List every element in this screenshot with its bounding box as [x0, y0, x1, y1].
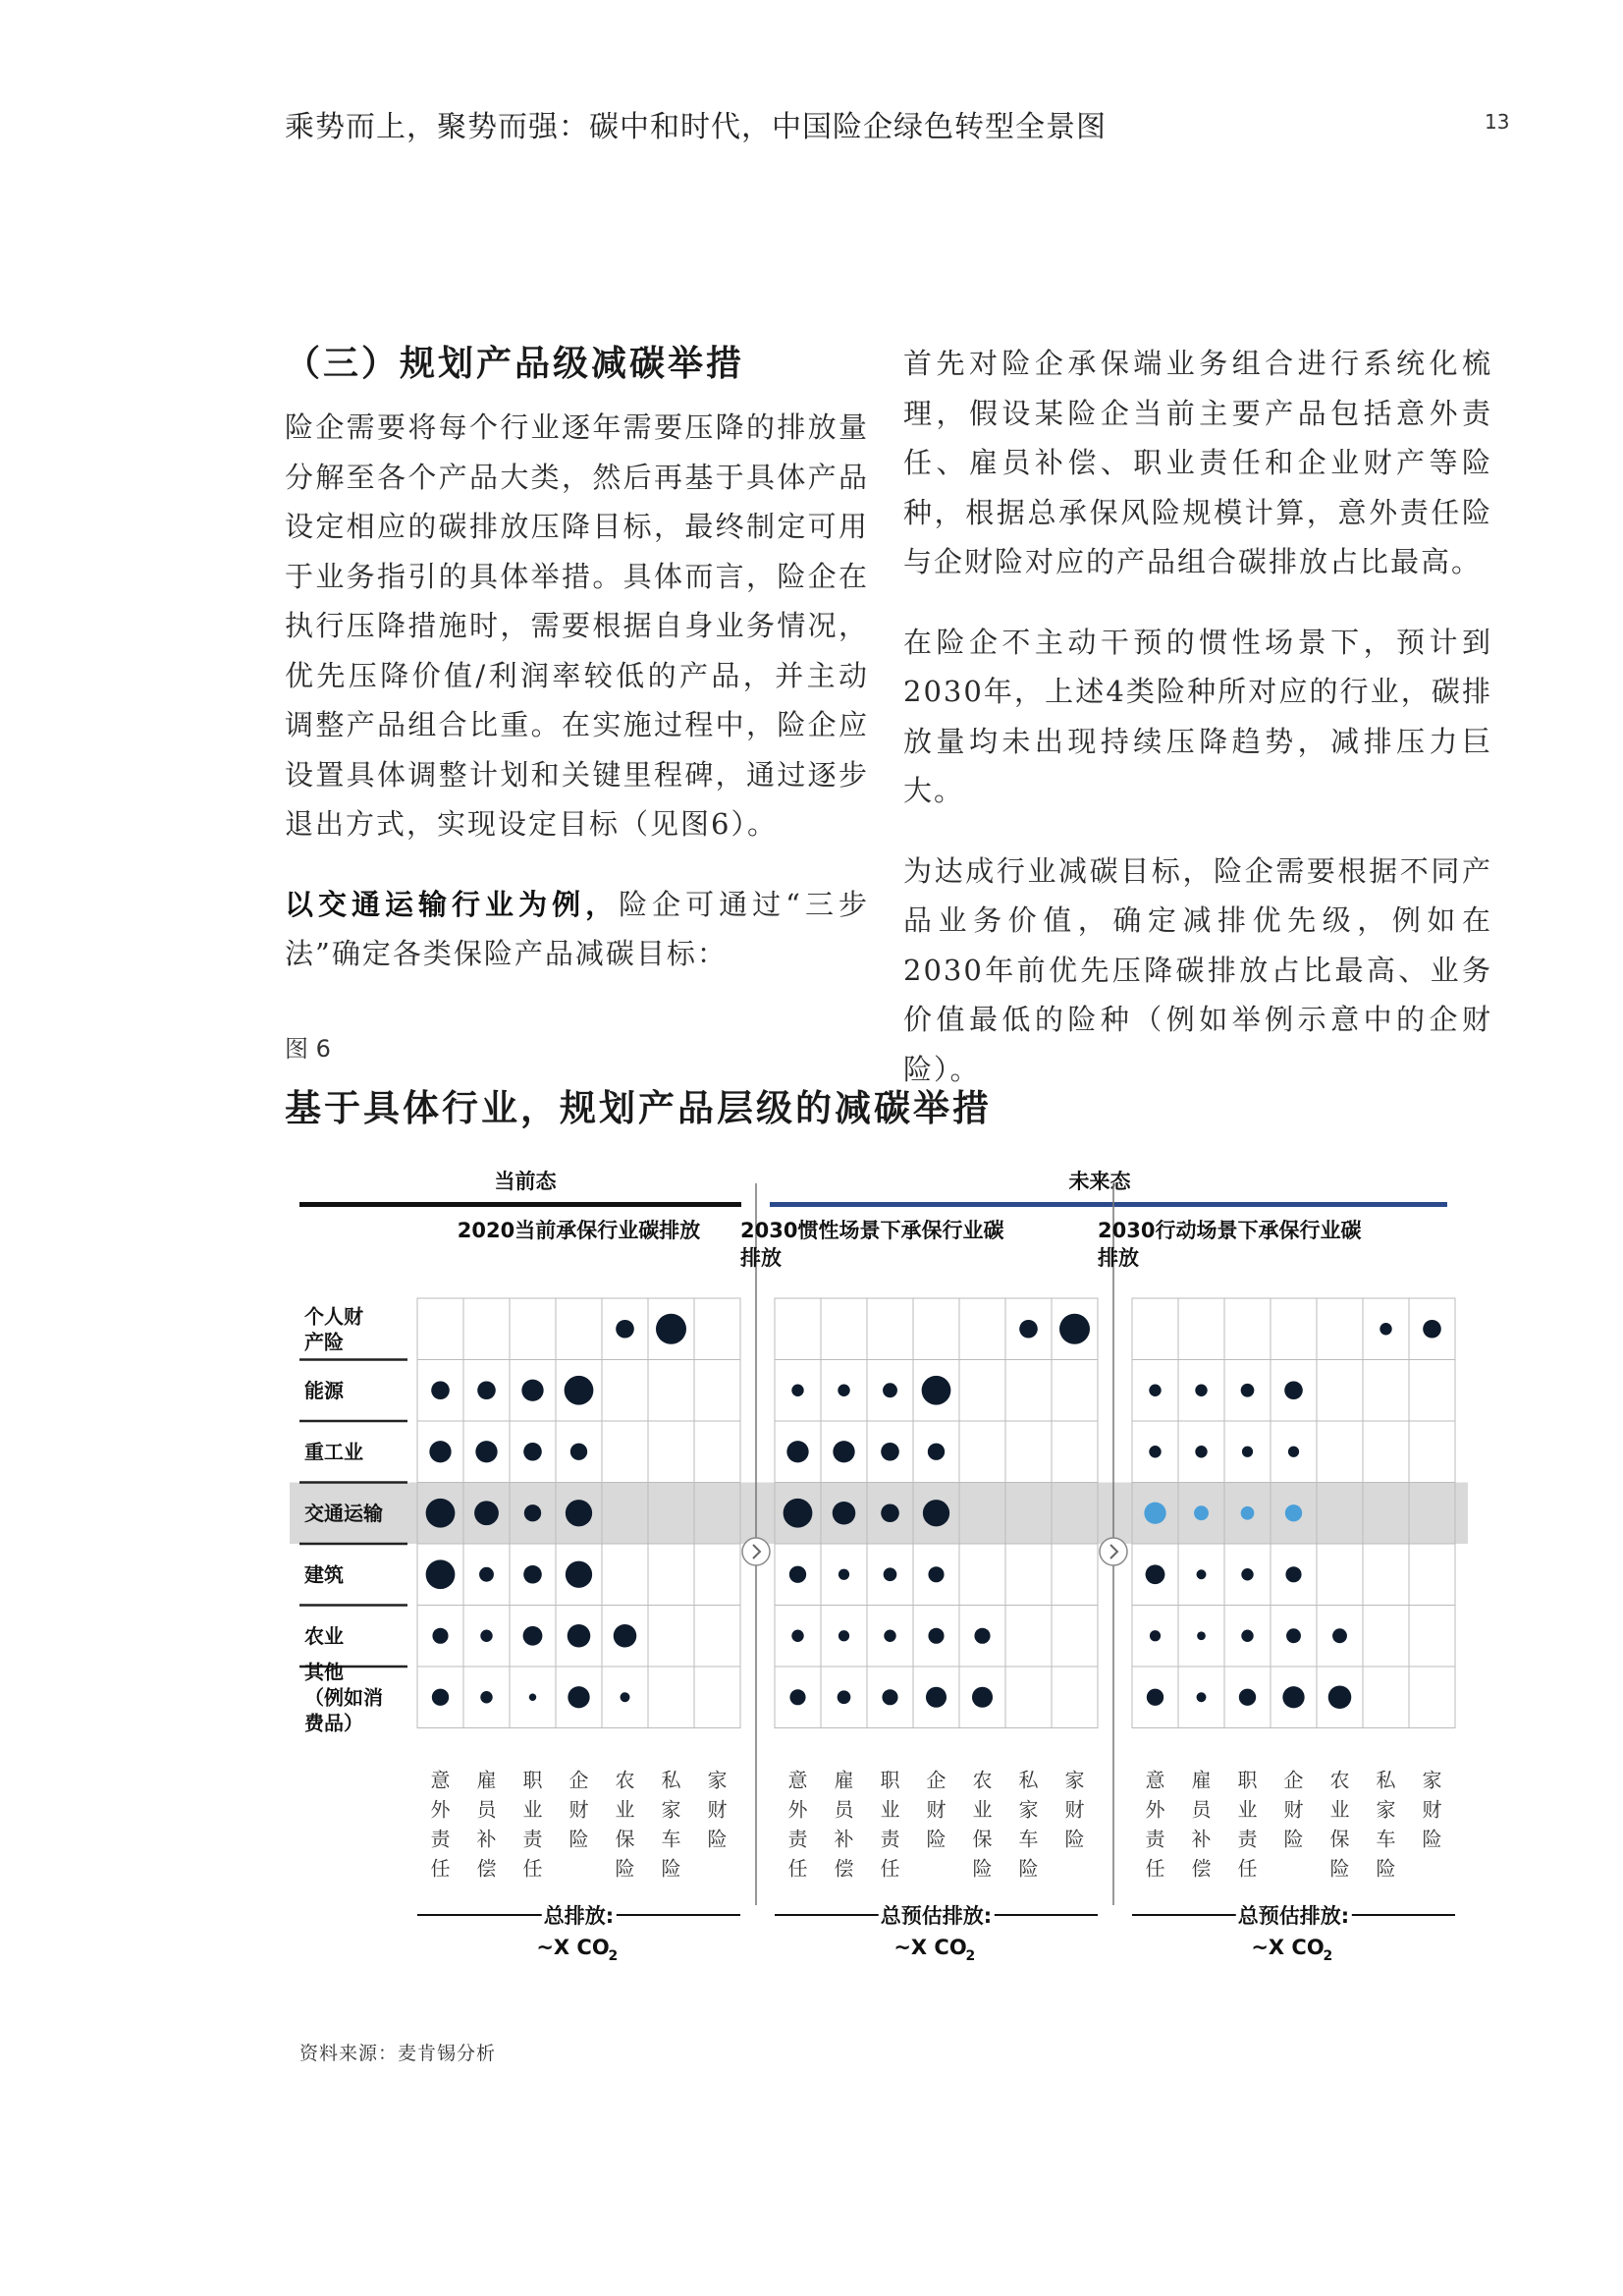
- data-bubble: [1282, 1686, 1304, 1708]
- data-bubble: [833, 1441, 854, 1462]
- data-bubble: [833, 1502, 856, 1525]
- column-label-char: 任: [880, 1856, 900, 1881]
- column-label-char: 员: [834, 1797, 854, 1822]
- column-label-char: 职: [522, 1768, 543, 1792]
- data-bubble: [1284, 1381, 1303, 1399]
- data-bubble: [426, 1499, 456, 1528]
- row-label: 其他: [304, 1660, 344, 1684]
- right-paragraph-1: 首先对险企承保端业务组合进行系统化梳理，假设某险企当前主要产品包括意外责任、雇员补偿、职业责任和企业财产等险种，根据总承保风险规模计算，意外责任险与企财险对应的产品组合碳排放占比最高。: [903, 347, 1492, 578]
- column-label-char: 财: [1422, 1797, 1442, 1822]
- data-bubble: [1288, 1447, 1299, 1457]
- data-bubble: [1194, 1505, 1209, 1520]
- column-label-char: 偿: [476, 1856, 497, 1881]
- column-label-char: 业: [1237, 1797, 1258, 1822]
- data-bubble: [928, 1566, 944, 1582]
- data-bubble: [838, 1385, 849, 1396]
- column-label-char: 车: [1018, 1827, 1039, 1851]
- column-label-char: 任: [1145, 1856, 1165, 1881]
- column-label-char: 业: [1329, 1797, 1350, 1822]
- data-bubble: [1239, 1689, 1256, 1706]
- data-bubble: [474, 1501, 499, 1525]
- data-bubble: [521, 1380, 543, 1401]
- column-label-char: 业: [880, 1797, 900, 1822]
- data-bubble: [568, 1686, 589, 1708]
- column-label-char: 险: [926, 1827, 947, 1851]
- column-label-char: 责: [522, 1827, 543, 1851]
- matrix-chart: [0, 1159, 1623, 2043]
- data-bubble: [1195, 1385, 1207, 1396]
- column-label-char: 任: [522, 1856, 543, 1881]
- data-bubble: [839, 1630, 849, 1641]
- data-bubble: [475, 1441, 497, 1462]
- data-bubble: [928, 1444, 945, 1460]
- data-bubble: [426, 1559, 456, 1589]
- column-label-char: 险: [1422, 1827, 1442, 1851]
- data-bubble: [923, 1500, 949, 1526]
- column-label-char: 意: [1145, 1768, 1165, 1792]
- data-bubble: [1380, 1323, 1391, 1335]
- total-label: 总排放:: [543, 1904, 615, 1928]
- left-paragraph-1: 险企需要将每个行业逐年需要压降的排放量分解至各个产品大类，然后再基于具体产品设定相应的碳排放压降目标，最终制定可用于业务指引的具体举措。具体而言，险企在执行压降措施时，需要根据自身业务情况，优先压降价值/利润率较低的产品，并主动调整产品组合比重。在实施过程中，险企应设置具体调整计划和关键里程碑，通过逐步退出方式，实现设定目标（见图6）。: [285, 410, 869, 841]
- total-subscript: 2: [965, 1948, 976, 1964]
- data-bubble: [1241, 1568, 1253, 1580]
- column-label-char: 家: [707, 1768, 728, 1792]
- data-bubble: [523, 1626, 543, 1646]
- data-bubble: [565, 1376, 594, 1405]
- data-bubble: [1195, 1446, 1207, 1457]
- column-label-char: 业: [522, 1797, 543, 1822]
- row-label: 农业: [304, 1623, 344, 1648]
- state-rule-future: [770, 1202, 1447, 1207]
- data-bubble: [1149, 1385, 1161, 1396]
- data-bubble: [566, 1561, 592, 1588]
- data-bubble: [1286, 1628, 1301, 1643]
- data-bubble: [974, 1628, 990, 1644]
- column-label-char: 雇: [834, 1768, 854, 1792]
- data-bubble: [480, 1691, 492, 1703]
- column-label-char: 意: [787, 1768, 808, 1792]
- state-rule-current: [299, 1202, 741, 1207]
- column-label-char: 险: [972, 1856, 993, 1881]
- data-bubble: [791, 1630, 803, 1642]
- data-bubble: [789, 1689, 805, 1705]
- data-bubble: [1285, 1504, 1302, 1521]
- column-label-char: 责: [430, 1827, 451, 1851]
- left-column: [285, 334, 869, 1010]
- column-label-char: 财: [1283, 1797, 1304, 1822]
- row-label: 交通运输: [304, 1501, 383, 1525]
- row-label: 产险: [304, 1330, 344, 1354]
- column-label-char: 业: [615, 1797, 635, 1822]
- row-label: 费品）: [304, 1711, 363, 1735]
- data-bubble: [524, 1504, 541, 1521]
- total-subscript: 2: [608, 1948, 619, 1964]
- data-bubble: [1241, 1506, 1255, 1520]
- data-bubble: [429, 1441, 451, 1462]
- figure-title: 基于具体行业，规划产品层级的减碳举措: [285, 1086, 992, 1129]
- data-bubble: [1146, 1564, 1165, 1584]
- column-label-char: 财: [1064, 1797, 1085, 1822]
- column-label-char: 财: [707, 1797, 728, 1822]
- data-bubble: [479, 1567, 494, 1582]
- data-bubble: [523, 1565, 542, 1584]
- data-bubble: [883, 1383, 897, 1397]
- data-bubble: [1332, 1628, 1347, 1643]
- data-bubble: [839, 1569, 849, 1580]
- column-label-char: 家: [1064, 1768, 1085, 1792]
- column-label-char: 私: [1018, 1768, 1039, 1792]
- running-header: 乘势而上，聚势而强：碳中和时代，中国险企绿色转型全景图: [285, 110, 1107, 144]
- figure-label: 图 6: [285, 1035, 331, 1063]
- row-label: 重工业: [304, 1440, 363, 1464]
- total-value: ~X CO: [1251, 1936, 1325, 1959]
- column-label-char: 财: [568, 1797, 589, 1822]
- column-label-char: 农: [615, 1768, 635, 1792]
- data-bubble: [838, 1690, 851, 1704]
- column-label-char: 保: [615, 1827, 635, 1851]
- data-bubble: [1328, 1685, 1352, 1709]
- column-label-char: 责: [880, 1827, 900, 1851]
- data-bubble: [568, 1624, 591, 1648]
- right-paragraph-2: 在险企不主动干预的惯性场景下，预计到2030年，上述4类险种所对应的行业，碳排放量均未出现持续压降趋势，减排压力巨大。: [903, 625, 1492, 807]
- column-label-char: 职: [880, 1768, 900, 1792]
- column-label-char: 员: [476, 1797, 497, 1822]
- column-label-char: 险: [568, 1827, 589, 1851]
- column-label-char: 险: [1376, 1856, 1396, 1881]
- column-label-char: 任: [1237, 1856, 1258, 1881]
- column-label-char: 补: [476, 1827, 497, 1851]
- data-bubble: [1423, 1320, 1441, 1339]
- row-label: （例如消: [304, 1685, 383, 1710]
- column-label-char: 农: [972, 1768, 993, 1792]
- column-label-char: 补: [1191, 1827, 1212, 1851]
- column-label-char: 险: [1018, 1856, 1039, 1881]
- column-label-char: 家: [1376, 1797, 1396, 1822]
- page-number: 13: [1485, 110, 1510, 134]
- panel-title: 2030行动场景下承保行业碳: [1098, 1219, 1362, 1242]
- data-bubble: [786, 1441, 808, 1462]
- column-label-char: 险: [661, 1856, 681, 1881]
- column-label-char: 私: [1376, 1768, 1396, 1792]
- data-bubble: [570, 1444, 587, 1460]
- data-bubble: [882, 1689, 897, 1705]
- column-label-char: 家: [1422, 1768, 1442, 1792]
- column-label-char: 责: [787, 1827, 808, 1851]
- column-label-char: 险: [1329, 1856, 1350, 1881]
- data-bubble: [431, 1381, 450, 1399]
- data-bubble: [566, 1500, 592, 1526]
- column-label-char: 外: [430, 1797, 451, 1822]
- data-bubble: [1059, 1314, 1090, 1344]
- row-label: 建筑: [304, 1562, 344, 1587]
- left-paragraph-2: [285, 880, 869, 979]
- section-heading: （三）规划产品级减碳举措: [285, 343, 745, 384]
- column-label-char: 补: [834, 1827, 854, 1851]
- data-bubble: [1147, 1689, 1163, 1706]
- data-bubble: [480, 1630, 492, 1642]
- data-bubble: [529, 1694, 536, 1701]
- column-label-char: 业: [972, 1797, 993, 1822]
- column-label-char: 私: [661, 1768, 681, 1792]
- data-bubble: [1019, 1320, 1038, 1339]
- total-label: 总预估排放:: [1237, 1904, 1350, 1928]
- data-bubble: [616, 1320, 634, 1339]
- column-label-char: 任: [430, 1856, 451, 1881]
- bold-lead: 以交通运输行业为例，: [285, 887, 620, 921]
- column-label-char: 偿: [834, 1856, 854, 1881]
- data-bubble: [432, 1689, 449, 1706]
- panel-title: 2020当前承保行业碳排放: [457, 1219, 701, 1242]
- data-bubble: [614, 1624, 637, 1648]
- column-label-char: 外: [787, 1797, 808, 1822]
- column-label-char: 雇: [1191, 1768, 1212, 1792]
- total-value: ~X CO: [536, 1936, 610, 1959]
- column-label-char: 险: [707, 1827, 728, 1851]
- data-bubble: [621, 1692, 630, 1702]
- column-label-char: 险: [1064, 1827, 1085, 1851]
- data-bubble: [1149, 1446, 1161, 1457]
- data-bubble: [881, 1443, 899, 1461]
- column-label-char: 车: [661, 1827, 681, 1851]
- column-label-char: 偿: [1191, 1856, 1212, 1881]
- column-label-char: 意: [430, 1768, 451, 1792]
- right-paragraph-3: 为达成行业减碳目标，险企需要根据不同产品业务价值，确定减排优先级，例如在2030年前优先压降碳排放占比最高、业务价值最低的险种（例如举例示意中的企财险）。: [903, 853, 1492, 1086]
- column-label-char: 责: [1237, 1827, 1258, 1851]
- data-bubble: [1197, 1569, 1207, 1579]
- total-label: 总预估排放:: [880, 1904, 993, 1928]
- panel-title: 2030惯性场景下承保行业碳: [740, 1219, 1004, 1242]
- right-column: [903, 339, 1492, 1124]
- row-label: 能源: [304, 1378, 344, 1402]
- data-bubble: [789, 1566, 806, 1583]
- data-bubble: [656, 1314, 686, 1344]
- state-label-future: 未来态: [1068, 1170, 1131, 1193]
- next-arrow-icon: [742, 1538, 770, 1565]
- data-bubble: [432, 1628, 448, 1644]
- column-label-char: 车: [1376, 1827, 1396, 1851]
- data-bubble: [523, 1443, 542, 1461]
- panel-title: 排放: [740, 1246, 782, 1270]
- column-label-char: 企: [568, 1768, 589, 1792]
- data-bubble: [884, 1630, 895, 1642]
- column-label-char: 保: [1329, 1827, 1350, 1851]
- column-label-char: 财: [926, 1797, 947, 1822]
- data-bubble: [972, 1687, 993, 1708]
- column-label-char: 企: [926, 1768, 947, 1792]
- data-bubble: [928, 1628, 944, 1644]
- data-bubble: [922, 1376, 951, 1405]
- data-bubble: [477, 1381, 496, 1399]
- column-label-char: 员: [1191, 1797, 1212, 1822]
- data-bubble: [784, 1499, 813, 1528]
- total-subscript: 2: [1323, 1948, 1333, 1964]
- column-label-char: 家: [1018, 1797, 1039, 1822]
- column-label-char: 责: [1145, 1827, 1165, 1851]
- data-bubble: [1242, 1447, 1253, 1457]
- figure-source: 资料来源：麦肯锡分析: [299, 2043, 497, 2064]
- column-label-char: 险: [1283, 1827, 1304, 1851]
- column-label-char: 家: [661, 1797, 681, 1822]
- column-label-char: 农: [1329, 1768, 1350, 1792]
- left-paragraph-2-rest: 险企可通过“三步法”确定各类保险产品减碳目标：: [285, 887, 869, 970]
- data-bubble: [1197, 1692, 1207, 1702]
- column-label-char: 任: [787, 1856, 808, 1881]
- total-value: ~X CO: [893, 1936, 967, 1959]
- data-bubble: [884, 1567, 897, 1581]
- data-bubble: [1241, 1384, 1255, 1397]
- data-bubble: [1150, 1630, 1161, 1641]
- data-bubble: [1285, 1566, 1301, 1582]
- panel-title: 排放: [1098, 1246, 1139, 1270]
- data-bubble: [1241, 1630, 1253, 1642]
- state-label-current: 当前态: [494, 1170, 557, 1193]
- column-label-char: 职: [1237, 1768, 1258, 1792]
- row-label: 个人财: [304, 1304, 363, 1329]
- next-arrow-icon: [1100, 1538, 1127, 1565]
- column-label-char: 外: [1145, 1797, 1165, 1822]
- data-bubble: [1144, 1503, 1165, 1524]
- column-label-char: 险: [615, 1856, 635, 1881]
- column-label-char: 雇: [476, 1768, 497, 1792]
- data-bubble: [926, 1687, 947, 1708]
- column-label-char: 企: [1283, 1768, 1304, 1792]
- data-bubble: [791, 1385, 803, 1396]
- data-bubble: [1197, 1631, 1206, 1640]
- data-bubble: [881, 1503, 899, 1522]
- column-label-char: 保: [972, 1827, 993, 1851]
